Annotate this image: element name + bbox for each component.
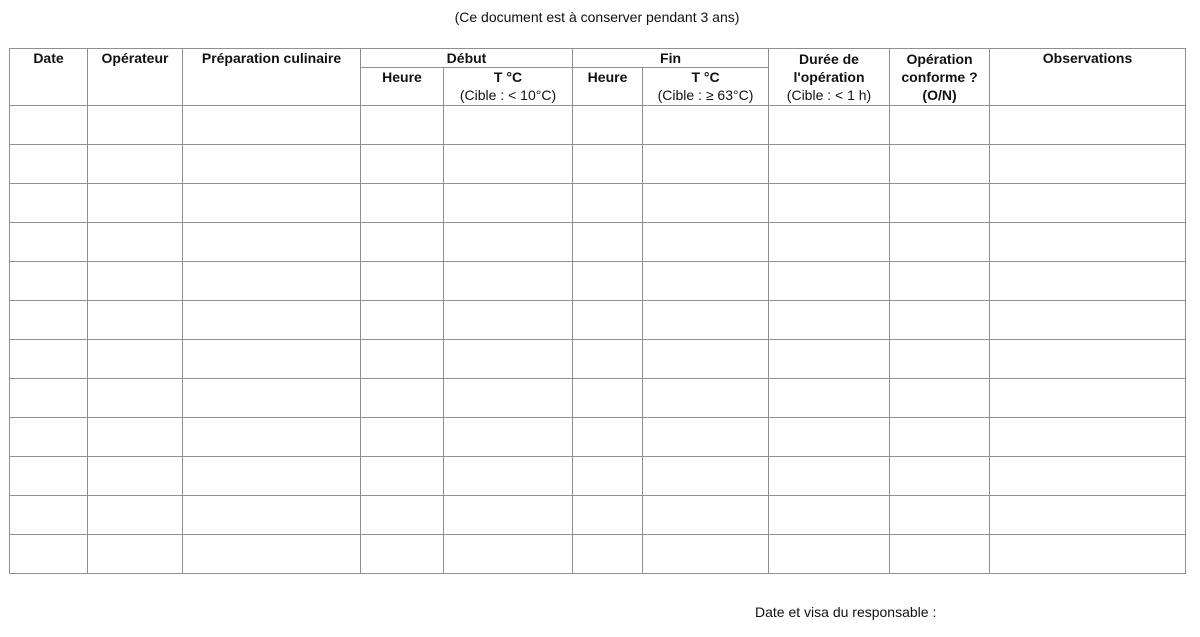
cell-start-temp[interactable] [444,340,573,379]
cell-date[interactable] [10,106,88,145]
table-row [10,496,1186,535]
cell-date[interactable] [10,457,88,496]
cell-end-time[interactable] [573,223,643,262]
cell-duration[interactable] [769,379,890,418]
cell-start-time[interactable] [361,340,444,379]
cell-duration[interactable] [769,301,890,340]
cell-start-temp[interactable] [444,301,573,340]
cell-date[interactable] [10,496,88,535]
cell-end-temp[interactable] [643,496,769,535]
cell-operator[interactable] [88,262,183,301]
cell-conform[interactable] [890,418,990,457]
cell-end-time[interactable] [573,262,643,301]
cell-start-time[interactable] [361,262,444,301]
table-row [10,106,1186,145]
header-end-temp [643,68,769,106]
header-conform-line1: Opération [906,51,973,67]
header-start-temp-label: T °C [493,69,523,85]
cell-end-time[interactable] [573,457,643,496]
cell-end-time[interactable] [573,418,643,457]
cell-observations[interactable] [990,535,1186,574]
log-table-body [10,106,1186,574]
cell-start-temp[interactable] [444,262,573,301]
cell-start-time[interactable] [361,184,444,223]
table-row [10,184,1186,223]
cell-start-time[interactable] [361,301,444,340]
cell-preparation[interactable] [183,457,361,496]
cell-end-temp[interactable] [643,145,769,184]
cell-operator[interactable] [88,379,183,418]
cell-conform[interactable] [890,301,990,340]
cell-operator[interactable] [88,184,183,223]
cell-start-temp[interactable] [444,379,573,418]
table-row [10,262,1186,301]
cell-date[interactable] [10,535,88,574]
cell-operator[interactable] [88,418,183,457]
cell-operator[interactable] [88,340,183,379]
cell-operator[interactable] [88,457,183,496]
cell-preparation[interactable] [183,535,361,574]
header-end-group: Fin [573,49,769,68]
cell-conform[interactable] [890,496,990,535]
cell-conform[interactable] [890,457,990,496]
cell-conform[interactable] [890,223,990,262]
header-conform-line3: (O/N) [922,87,957,103]
header-preparation: Préparation culinaire [183,49,361,106]
cell-preparation[interactable] [183,106,361,145]
cell-start-time[interactable] [361,457,444,496]
table-row [10,457,1186,496]
cell-end-temp[interactable] [643,340,769,379]
cell-start-temp[interactable] [444,145,573,184]
table-row [10,379,1186,418]
header-operator: Opérateur [88,49,183,106]
cell-duration[interactable] [769,106,890,145]
cell-start-time[interactable] [361,535,444,574]
table-row [10,301,1186,340]
cell-observations[interactable] [990,223,1186,262]
cell-operator[interactable] [88,535,183,574]
cell-end-temp[interactable] [643,301,769,340]
cell-duration[interactable] [769,496,890,535]
cell-preparation[interactable] [183,223,361,262]
cell-end-time[interactable] [573,145,643,184]
cell-duration[interactable] [769,223,890,262]
cell-start-temp[interactable] [444,496,573,535]
cell-end-temp[interactable] [643,379,769,418]
cell-end-temp[interactable] [643,223,769,262]
cell-duration[interactable] [769,262,890,301]
cell-conform[interactable] [890,379,990,418]
cell-start-temp[interactable] [444,535,573,574]
cell-preparation[interactable] [183,418,361,457]
cell-start-time[interactable] [361,496,444,535]
cell-date[interactable] [10,145,88,184]
cell-observations[interactable] [990,340,1186,379]
cell-duration[interactable] [769,457,890,496]
cell-conform[interactable] [890,106,990,145]
cell-date[interactable] [10,418,88,457]
cell-observations[interactable] [990,145,1186,184]
table-row [10,223,1186,262]
cell-observations[interactable] [990,262,1186,301]
cell-observations[interactable] [990,301,1186,340]
cell-preparation[interactable] [183,496,361,535]
cell-end-temp[interactable] [643,184,769,223]
header-end-temp-label: T °C [691,69,720,85]
cell-operator[interactable] [88,223,183,262]
header-conform [890,49,990,106]
cell-end-temp[interactable] [643,262,769,301]
cell-conform[interactable] [890,145,990,184]
header-start-temp [444,68,573,106]
cell-operator[interactable] [88,496,183,535]
cell-duration[interactable] [769,340,890,379]
cell-start-time[interactable] [361,379,444,418]
cell-date[interactable] [10,301,88,340]
cell-duration[interactable] [769,184,890,223]
header-conform-line2: conforme ? [901,69,978,85]
cell-end-time[interactable] [573,340,643,379]
cell-duration[interactable] [769,145,890,184]
cell-conform[interactable] [890,535,990,574]
cell-start-temp[interactable] [444,184,573,223]
cell-observations[interactable] [990,106,1186,145]
cell-date[interactable] [10,184,88,223]
cell-preparation[interactable] [183,262,361,301]
header-start-temp-target: (Cible : < 10°C) [459,87,557,103]
header-start-time: Heure [361,68,444,106]
header-start-group: Début [361,49,573,68]
header-observations: Observations [990,49,1186,106]
cell-start-time[interactable] [361,145,444,184]
cell-observations[interactable] [990,457,1186,496]
table-row [10,145,1186,184]
cell-date[interactable] [10,223,88,262]
header-duration [769,49,890,106]
signature-label: Date et visa du responsable : [755,604,937,620]
header-duration-line1: Durée de [799,51,859,67]
cell-date[interactable] [10,379,88,418]
cell-end-time[interactable] [573,184,643,223]
cell-end-time[interactable] [573,106,643,145]
cell-observations[interactable] [990,184,1186,223]
cell-start-temp[interactable] [444,418,573,457]
cell-conform[interactable] [890,340,990,379]
header-date: Date [10,49,88,106]
cell-preparation[interactable] [183,301,361,340]
cell-preparation[interactable] [183,379,361,418]
cell-end-time[interactable] [573,535,643,574]
header-end-time: Heure [573,68,643,106]
cell-end-time[interactable] [573,301,643,340]
cell-end-time[interactable] [573,379,643,418]
cell-date[interactable] [10,340,88,379]
cell-observations[interactable] [990,418,1186,457]
cell-start-time[interactable] [361,223,444,262]
log-table [9,48,1186,574]
cell-end-temp[interactable] [643,535,769,574]
cell-observations[interactable] [990,496,1186,535]
cell-end-temp[interactable] [643,418,769,457]
cell-start-time[interactable] [361,106,444,145]
cell-date[interactable] [10,262,88,301]
cell-preparation[interactable] [183,145,361,184]
header-end-temp-target: (Cible : ≥ 63°C) [657,87,754,103]
cell-duration[interactable] [769,418,890,457]
cell-start-time[interactable] [361,418,444,457]
cell-preparation[interactable] [183,340,361,379]
cell-conform[interactable] [890,184,990,223]
cell-end-temp[interactable] [643,106,769,145]
cell-end-time[interactable] [573,496,643,535]
cell-start-temp[interactable] [444,223,573,262]
table-row [10,340,1186,379]
cell-observations[interactable] [990,379,1186,418]
cell-conform[interactable] [890,262,990,301]
cell-duration[interactable] [769,535,890,574]
document-subtitle: (Ce document est à conserver pendant 3 ans) [454,9,740,25]
cell-operator[interactable] [88,106,183,145]
cell-start-temp[interactable] [444,457,573,496]
table-row [10,535,1186,574]
header-duration-target: (Cible : < 1 h) [786,87,872,103]
cell-operator[interactable] [88,145,183,184]
cell-end-temp[interactable] [643,457,769,496]
cell-operator[interactable] [88,301,183,340]
cell-start-temp[interactable] [444,106,573,145]
header-duration-line2: l'opération [793,69,865,85]
table-row [10,418,1186,457]
cell-preparation[interactable] [183,184,361,223]
